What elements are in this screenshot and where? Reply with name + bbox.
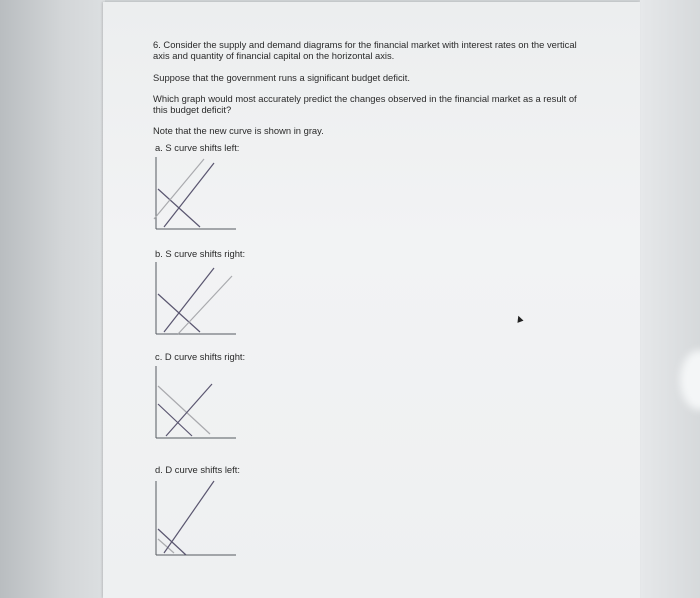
option-b-graph[interactable] xyxy=(152,260,238,338)
supply-curve-new xyxy=(154,159,204,219)
option-c-label[interactable]: c. D curve shifts right: xyxy=(155,351,246,362)
option-c-graph[interactable] xyxy=(152,364,238,442)
option-a-graph[interactable] xyxy=(152,155,238,233)
question-intro: 6. Consider the supply and demand diagrams for the financial market with interest rates on the vertical axis and quantity of financial capital on the horizontal axis. xyxy=(153,39,577,61)
question-note: Note that the new curve is shown in gray. xyxy=(153,125,324,136)
option-d-graph[interactable] xyxy=(152,479,238,557)
supply-curve-new xyxy=(178,276,232,334)
desk-background-left xyxy=(0,0,105,598)
mouse-cursor-icon: ▲ xyxy=(512,311,527,327)
question-supposition: Suppose that the government runs a significant budget deficit. xyxy=(153,72,410,83)
supply-curve xyxy=(166,384,212,436)
question-prompt: Which graph would most accurately predict the changes observed in the financial market as a result of this budget deficit? xyxy=(153,93,577,115)
desk-background-right xyxy=(640,0,700,598)
demand-curve-original xyxy=(158,404,192,436)
demand-curve-new xyxy=(158,386,210,434)
supply-curve xyxy=(164,481,214,553)
option-a-label[interactable]: a. S curve shifts left: xyxy=(155,142,240,153)
option-b-label[interactable]: b. S curve shifts right: xyxy=(155,248,246,259)
option-d-label[interactable]: d. D curve shifts left: xyxy=(155,464,240,475)
